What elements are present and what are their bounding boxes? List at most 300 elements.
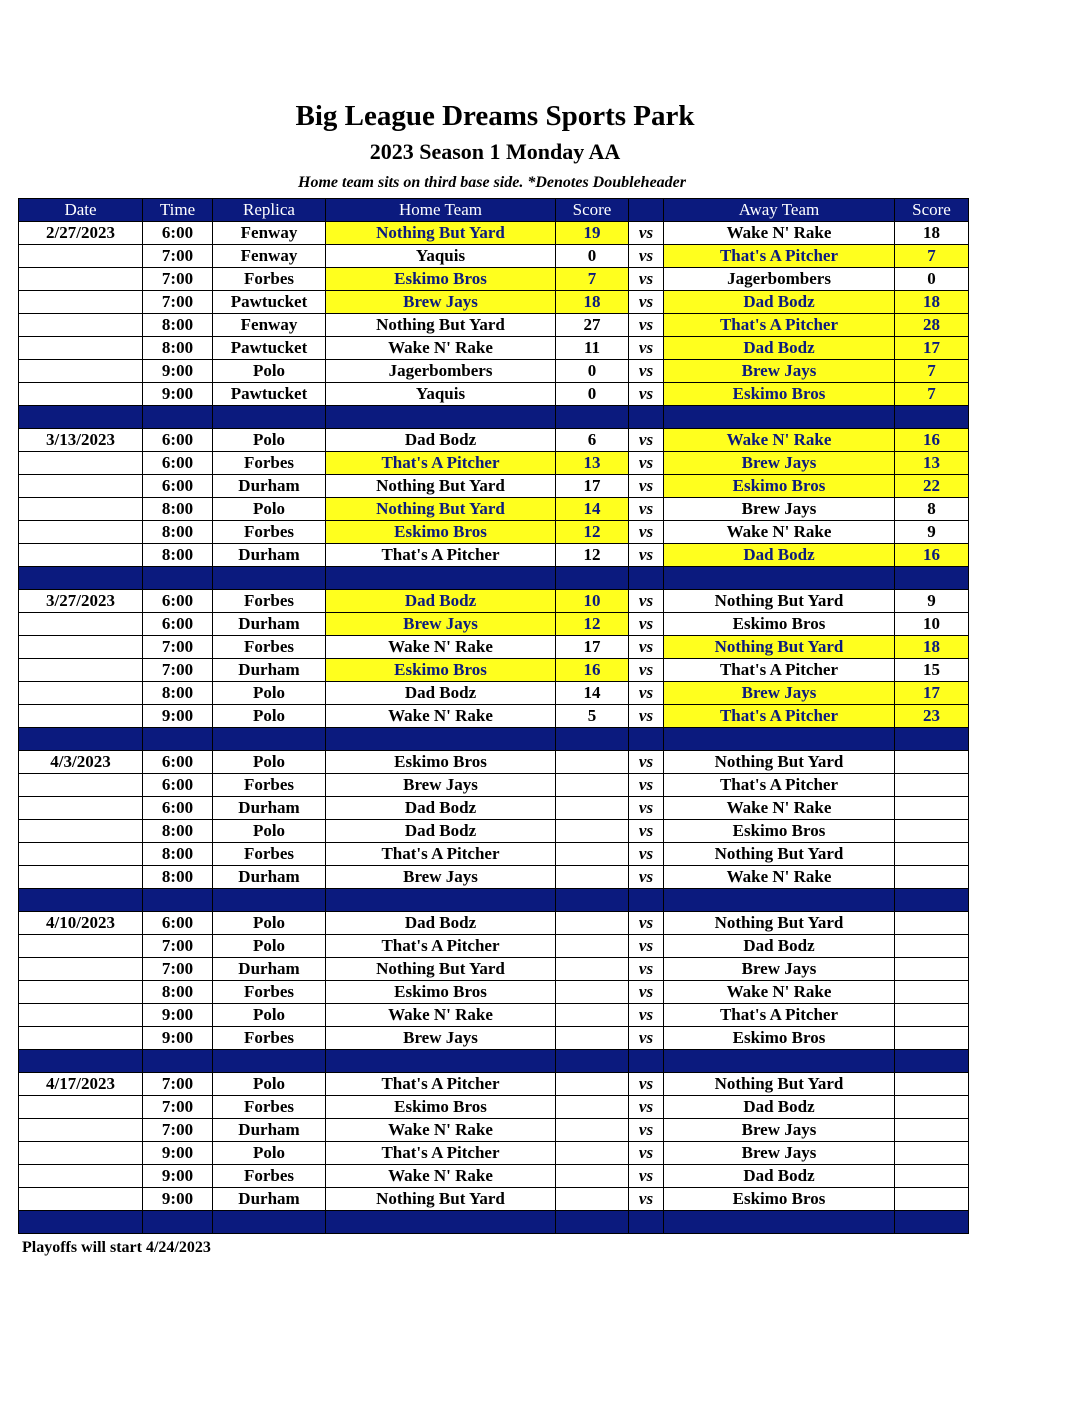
week-separator <box>19 728 969 751</box>
away-score: 22 <box>895 475 969 498</box>
game-time: 6:00 <box>143 429 213 452</box>
separator-cell <box>664 1211 895 1234</box>
home-team: Brew Jays <box>326 774 556 797</box>
home-team: Dad Bodz <box>326 820 556 843</box>
game-row <box>19 797 969 820</box>
separator-cell <box>556 567 629 590</box>
game-time: 6:00 <box>143 613 213 636</box>
home-team: Brew Jays <box>326 291 556 314</box>
vs-label: vs <box>629 314 664 337</box>
game-field: Forbes <box>213 981 326 1004</box>
game-time: 8:00 <box>143 498 213 521</box>
separator-cell <box>895 406 969 429</box>
separator-cell <box>213 889 326 912</box>
game-date <box>19 383 143 406</box>
home-team: Nothing But Yard <box>326 314 556 337</box>
away-score <box>895 1096 969 1119</box>
vs-label: vs <box>629 1142 664 1165</box>
game-date <box>19 521 143 544</box>
game-row <box>19 1004 969 1027</box>
vs-label: vs <box>629 820 664 843</box>
home-team: Brew Jays <box>326 613 556 636</box>
game-time: 7:00 <box>143 291 213 314</box>
game-field: Pawtucket <box>213 291 326 314</box>
away-team: Nothing But Yard <box>664 590 895 613</box>
away-team: Eskimo Bros <box>664 820 895 843</box>
game-field: Polo <box>213 498 326 521</box>
vs-label: vs <box>629 521 664 544</box>
home-team: Wake N' Rake <box>326 337 556 360</box>
separator-cell <box>895 1050 969 1073</box>
game-field: Polo <box>213 935 326 958</box>
game-time: 7:00 <box>143 636 213 659</box>
separator-cell <box>326 406 556 429</box>
game-date: 3/27/2023 <box>19 590 143 613</box>
separator-cell <box>629 1211 664 1234</box>
vs-label: vs <box>629 912 664 935</box>
home-team: Dad Bodz <box>326 797 556 820</box>
away-team: Dad Bodz <box>664 544 895 567</box>
vs-label: vs <box>629 590 664 613</box>
separator-cell <box>556 1211 629 1234</box>
away-score: 18 <box>895 636 969 659</box>
separator-cell <box>19 889 143 912</box>
column-header-away-score: Score <box>895 199 969 222</box>
vs-label: vs <box>629 452 664 475</box>
separator-cell <box>556 1050 629 1073</box>
game-date <box>19 1004 143 1027</box>
away-team: Eskimo Bros <box>664 1188 895 1211</box>
week-separator <box>19 1211 969 1234</box>
game-row <box>19 659 969 682</box>
home-team: Jagerbombers <box>326 360 556 383</box>
home-team: Brew Jays <box>326 1027 556 1050</box>
game-date: 4/10/2023 <box>19 912 143 935</box>
away-score: 16 <box>895 544 969 567</box>
separator-cell <box>556 728 629 751</box>
away-score <box>895 1165 969 1188</box>
home-team: That's A Pitcher <box>326 1142 556 1165</box>
away-team: That's A Pitcher <box>664 774 895 797</box>
game-date <box>19 705 143 728</box>
separator-cell <box>213 728 326 751</box>
separator-cell <box>895 1211 969 1234</box>
game-date <box>19 820 143 843</box>
game-row <box>19 222 969 245</box>
away-team: Brew Jays <box>664 452 895 475</box>
home-team: That's A Pitcher <box>326 935 556 958</box>
vs-label: vs <box>629 222 664 245</box>
game-time: 8:00 <box>143 337 213 360</box>
game-date <box>19 314 143 337</box>
game-row <box>19 1165 969 1188</box>
game-row <box>19 1096 969 1119</box>
game-row <box>19 613 969 636</box>
away-score <box>895 1142 969 1165</box>
vs-label: vs <box>629 1096 664 1119</box>
game-time: 7:00 <box>143 245 213 268</box>
home-team: That's A Pitcher <box>326 843 556 866</box>
game-date <box>19 682 143 705</box>
game-date <box>19 1027 143 1050</box>
home-team: That's A Pitcher <box>326 452 556 475</box>
home-score: 27 <box>556 314 629 337</box>
game-field: Durham <box>213 1119 326 1142</box>
away-score: 18 <box>895 222 969 245</box>
away-score: 17 <box>895 337 969 360</box>
column-header-time: Time <box>143 199 213 222</box>
game-field: Polo <box>213 751 326 774</box>
separator-cell <box>895 889 969 912</box>
away-team: That's A Pitcher <box>664 245 895 268</box>
home-score <box>556 866 629 889</box>
separator-cell <box>143 1050 213 1073</box>
game-time: 6:00 <box>143 452 213 475</box>
away-score <box>895 1073 969 1096</box>
game-time: 9:00 <box>143 1165 213 1188</box>
away-team: That's A Pitcher <box>664 314 895 337</box>
game-date: 4/17/2023 <box>19 1073 143 1096</box>
column-header-date: Date <box>19 199 143 222</box>
vs-label: vs <box>629 659 664 682</box>
away-team: Wake N' Rake <box>664 797 895 820</box>
week-separator <box>19 889 969 912</box>
home-score: 14 <box>556 682 629 705</box>
game-date <box>19 843 143 866</box>
away-score: 0 <box>895 268 969 291</box>
game-time: 9:00 <box>143 1188 213 1211</box>
away-score <box>895 935 969 958</box>
vs-label: vs <box>629 1004 664 1027</box>
away-team: Eskimo Bros <box>664 475 895 498</box>
game-row <box>19 981 969 1004</box>
game-time: 9:00 <box>143 1142 213 1165</box>
vs-label: vs <box>629 705 664 728</box>
game-time: 6:00 <box>143 912 213 935</box>
game-time: 9:00 <box>143 383 213 406</box>
vs-label: vs <box>629 360 664 383</box>
separator-cell <box>143 728 213 751</box>
away-score: 9 <box>895 521 969 544</box>
vs-label: vs <box>629 1073 664 1096</box>
game-field: Polo <box>213 360 326 383</box>
separator-cell <box>213 1211 326 1234</box>
game-row <box>19 1142 969 1165</box>
game-field: Pawtucket <box>213 383 326 406</box>
page-title: Big League Dreams Sports Park <box>295 100 695 132</box>
home-score: 5 <box>556 705 629 728</box>
game-row <box>19 429 969 452</box>
away-team: Nothing But Yard <box>664 843 895 866</box>
game-row <box>19 337 969 360</box>
away-team: Wake N' Rake <box>664 981 895 1004</box>
home-score <box>556 912 629 935</box>
away-team: Nothing But Yard <box>664 636 895 659</box>
home-score: 12 <box>556 521 629 544</box>
away-score: 7 <box>895 245 969 268</box>
game-row <box>19 935 969 958</box>
game-field: Fenway <box>213 314 326 337</box>
game-date <box>19 1142 143 1165</box>
game-field: Forbes <box>213 1096 326 1119</box>
vs-label: vs <box>629 1119 664 1142</box>
away-team: Brew Jays <box>664 360 895 383</box>
away-score <box>895 774 969 797</box>
game-date: 4/3/2023 <box>19 751 143 774</box>
header-row <box>19 199 969 222</box>
game-time: 8:00 <box>143 820 213 843</box>
home-team: Wake N' Rake <box>326 1004 556 1027</box>
home-score: 0 <box>556 360 629 383</box>
game-date <box>19 291 143 314</box>
away-team: That's A Pitcher <box>664 1004 895 1027</box>
home-score <box>556 1188 629 1211</box>
game-field: Durham <box>213 659 326 682</box>
vs-label: vs <box>629 475 664 498</box>
schedule-table <box>18 198 969 1234</box>
game-time: 8:00 <box>143 314 213 337</box>
game-date: 2/27/2023 <box>19 222 143 245</box>
game-row <box>19 544 969 567</box>
vs-label: vs <box>629 981 664 1004</box>
away-team: Brew Jays <box>664 682 895 705</box>
game-row <box>19 291 969 314</box>
away-team: Brew Jays <box>664 498 895 521</box>
game-row <box>19 751 969 774</box>
game-row <box>19 774 969 797</box>
game-field: Durham <box>213 475 326 498</box>
game-row <box>19 912 969 935</box>
game-field: Durham <box>213 866 326 889</box>
game-date <box>19 613 143 636</box>
game-date <box>19 360 143 383</box>
game-field: Forbes <box>213 268 326 291</box>
game-row <box>19 383 969 406</box>
vs-label: vs <box>629 383 664 406</box>
game-date <box>19 797 143 820</box>
home-team: Eskimo Bros <box>326 521 556 544</box>
away-score: 18 <box>895 291 969 314</box>
vs-label: vs <box>629 1027 664 1050</box>
home-team: That's A Pitcher <box>326 544 556 567</box>
game-row <box>19 475 969 498</box>
game-row <box>19 958 969 981</box>
game-field: Durham <box>213 544 326 567</box>
game-time: 7:00 <box>143 958 213 981</box>
home-team: Nothing But Yard <box>326 222 556 245</box>
game-date <box>19 636 143 659</box>
away-team: Dad Bodz <box>664 337 895 360</box>
separator-cell <box>19 1211 143 1234</box>
vs-label: vs <box>629 1165 664 1188</box>
game-date <box>19 268 143 291</box>
game-date <box>19 452 143 475</box>
game-date <box>19 958 143 981</box>
game-row <box>19 1073 969 1096</box>
separator-cell <box>143 1211 213 1234</box>
home-score: 19 <box>556 222 629 245</box>
game-date <box>19 498 143 521</box>
separator-cell <box>326 567 556 590</box>
schedule-body <box>19 222 969 1234</box>
home-score <box>556 1004 629 1027</box>
away-score <box>895 1119 969 1142</box>
home-score: 0 <box>556 383 629 406</box>
game-row <box>19 452 969 475</box>
away-score: 23 <box>895 705 969 728</box>
separator-cell <box>629 728 664 751</box>
away-team: Nothing But Yard <box>664 751 895 774</box>
away-score: 28 <box>895 314 969 337</box>
away-team: Nothing But Yard <box>664 912 895 935</box>
game-row <box>19 1119 969 1142</box>
home-team: Wake N' Rake <box>326 636 556 659</box>
game-time: 8:00 <box>143 521 213 544</box>
separator-cell <box>895 567 969 590</box>
game-field: Durham <box>213 1188 326 1211</box>
away-score <box>895 843 969 866</box>
home-score <box>556 1096 629 1119</box>
game-field: Forbes <box>213 636 326 659</box>
game-time: 8:00 <box>143 866 213 889</box>
separator-cell <box>213 406 326 429</box>
away-score: 9 <box>895 590 969 613</box>
vs-label: vs <box>629 613 664 636</box>
game-date <box>19 659 143 682</box>
game-field: Forbes <box>213 452 326 475</box>
vs-label: vs <box>629 498 664 521</box>
away-score <box>895 958 969 981</box>
away-team: Dad Bodz <box>664 1096 895 1119</box>
vs-label: vs <box>629 337 664 360</box>
game-row <box>19 866 969 889</box>
game-time: 6:00 <box>143 590 213 613</box>
separator-cell <box>213 567 326 590</box>
game-date <box>19 544 143 567</box>
away-score <box>895 797 969 820</box>
separator-cell <box>664 1050 895 1073</box>
separator-cell <box>664 406 895 429</box>
home-score <box>556 1165 629 1188</box>
away-score: 10 <box>895 613 969 636</box>
away-team: Dad Bodz <box>664 1165 895 1188</box>
game-field: Fenway <box>213 245 326 268</box>
away-team: Wake N' Rake <box>664 866 895 889</box>
playoffs-note: Playoffs will start 4/24/2023 <box>22 1239 211 1256</box>
game-field: Durham <box>213 797 326 820</box>
separator-cell <box>326 728 556 751</box>
home-team: Yaquis <box>326 245 556 268</box>
home-score: 6 <box>556 429 629 452</box>
away-score <box>895 751 969 774</box>
game-date <box>19 1119 143 1142</box>
separator-cell <box>629 406 664 429</box>
home-team: Eskimo Bros <box>326 751 556 774</box>
game-time: 8:00 <box>143 981 213 1004</box>
game-time: 9:00 <box>143 705 213 728</box>
game-field: Polo <box>213 429 326 452</box>
away-score <box>895 1188 969 1211</box>
game-field: Forbes <box>213 1165 326 1188</box>
separator-cell <box>326 1211 556 1234</box>
home-score <box>556 1119 629 1142</box>
game-field: Polo <box>213 820 326 843</box>
game-time: 8:00 <box>143 544 213 567</box>
separator-cell <box>895 728 969 751</box>
away-team: That's A Pitcher <box>664 659 895 682</box>
home-score: 0 <box>556 245 629 268</box>
away-score: 15 <box>895 659 969 682</box>
vs-label: vs <box>629 1188 664 1211</box>
away-score <box>895 981 969 1004</box>
home-team: Nothing But Yard <box>326 1188 556 1211</box>
away-score <box>895 912 969 935</box>
home-team: Dad Bodz <box>326 590 556 613</box>
home-score: 16 <box>556 659 629 682</box>
game-date <box>19 1165 143 1188</box>
separator-cell <box>629 1050 664 1073</box>
vs-label: vs <box>629 636 664 659</box>
column-header-home-team: Home Team <box>326 199 556 222</box>
column-header-replica: Replica <box>213 199 326 222</box>
separator-cell <box>664 889 895 912</box>
game-time: 7:00 <box>143 659 213 682</box>
game-field: Polo <box>213 1004 326 1027</box>
game-date: 3/13/2023 <box>19 429 143 452</box>
vs-label: vs <box>629 682 664 705</box>
game-row <box>19 1027 969 1050</box>
vs-label: vs <box>629 797 664 820</box>
home-team: Eskimo Bros <box>326 268 556 291</box>
home-team: That's A Pitcher <box>326 1073 556 1096</box>
home-score: 13 <box>556 452 629 475</box>
separator-cell <box>19 406 143 429</box>
game-date <box>19 337 143 360</box>
away-team: Eskimo Bros <box>664 1027 895 1050</box>
game-field: Polo <box>213 1073 326 1096</box>
separator-cell <box>556 406 629 429</box>
home-score <box>556 958 629 981</box>
home-team-note: Home team sits on third base side. *Denotes Doubleheader <box>298 174 686 191</box>
vs-label: vs <box>629 866 664 889</box>
column-header-home-score: Score <box>556 199 629 222</box>
away-team: Eskimo Bros <box>664 383 895 406</box>
away-score: 16 <box>895 429 969 452</box>
game-time: 8:00 <box>143 843 213 866</box>
home-score <box>556 1073 629 1096</box>
game-time: 8:00 <box>143 682 213 705</box>
separator-cell <box>143 406 213 429</box>
home-score: 14 <box>556 498 629 521</box>
game-time: 7:00 <box>143 1073 213 1096</box>
game-field: Forbes <box>213 843 326 866</box>
game-date <box>19 935 143 958</box>
separator-cell <box>664 567 895 590</box>
separator-cell <box>556 889 629 912</box>
away-team: Brew Jays <box>664 1119 895 1142</box>
separator-cell <box>629 889 664 912</box>
game-time: 7:00 <box>143 268 213 291</box>
week-separator <box>19 406 969 429</box>
home-score <box>556 1142 629 1165</box>
week-separator <box>19 567 969 590</box>
separator-cell <box>143 567 213 590</box>
separator-cell <box>19 1050 143 1073</box>
home-team: Dad Bodz <box>326 682 556 705</box>
game-row <box>19 705 969 728</box>
home-score <box>556 751 629 774</box>
home-score <box>556 1027 629 1050</box>
